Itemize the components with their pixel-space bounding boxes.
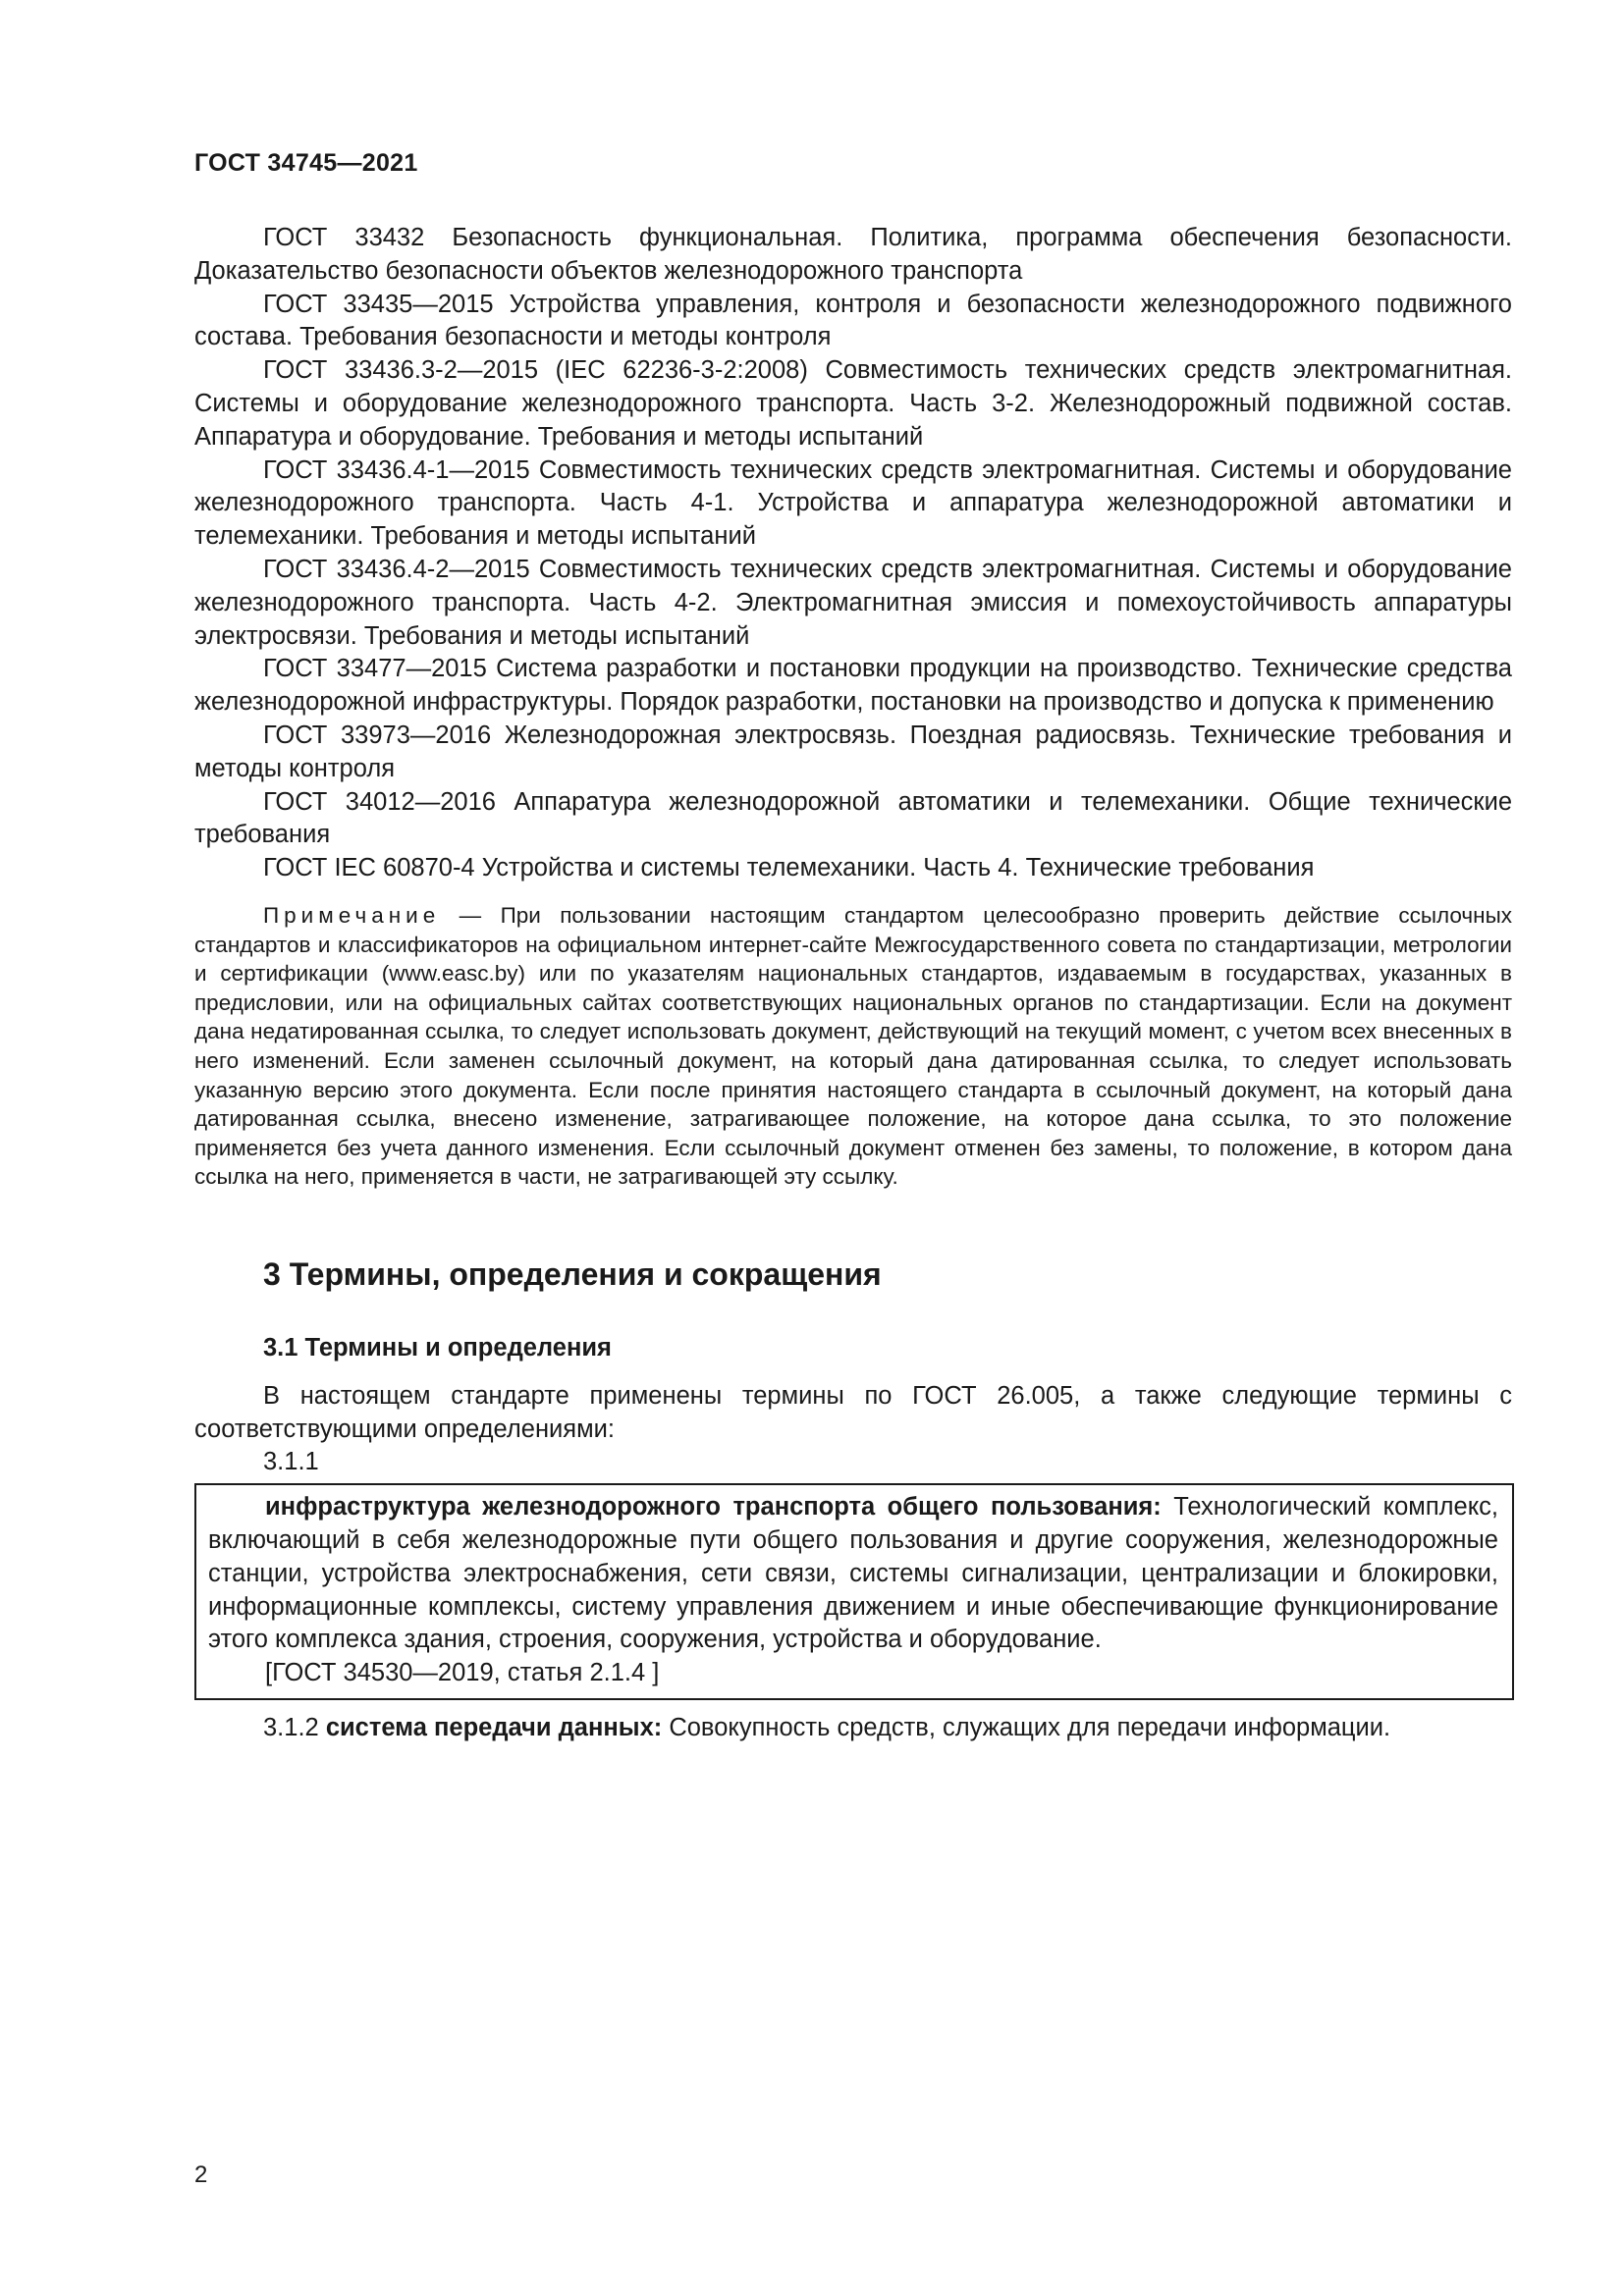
note-text: При пользовании настоящим стандартом целесообразно проверить действие ссылочных стандартов и классификаторов на официальном интернет-сайте Межгосударственного совета по стандартизации, метрологии и сертификации (www.easc.by) или по указателям национальных стандартов, издаваемым в государствах, указанных в предисловии, или на официальных сайтах соответствующих национальных органов по стандартизации. Если на документ дана недатированная ссылка, то следует использовать документ, действующий на текущий момент, с учетом всех внесенных в него изменений. Если заменен ссылочный документ, на который дана датированная ссылка, то следует использовать указанную версию этого документа. Если после принятия настоящего стандарта в ссылочный документ, на который дана датированная ссылка, внесено изменение, затрагивающее положение, на которое дана ссылка, то это положение применяется без учета данного изменения. Если ссылочный документ отменен без замены, то положение, в котором дана ссылка на него, применяется в части, не затрагивающей эту ссылку. [194, 902, 1512, 1190]
reference-item: ГОСТ 33436.4-1—2015 Совместимость технических средств электромагнитная. Системы и оборудование железнодорожного транспорта. Часть 4-1. Устройства и аппаратура железнодорожной автоматики и телемеханики. Требования и методы испытаний [194, 455, 1512, 551]
section-title: 3 Термины, определения и сокращения [263, 1255, 882, 1292]
term-source: [ГОСТ 34530—2019, статья 2.1.4 ] [265, 1659, 660, 1687]
term-definition [194, 1712, 1512, 1745]
reference-item: ГОСТ 33477—2015 Система разработки и постановки продукции на производство. Технические средства железнодорожной инфраструктуры. Порядок разработки, постановки на производство и допуска к применению [194, 655, 1512, 717]
reference-item: ГОСТ 33435—2015 Устройства управления, контроля и безопасности железнодорожного подвижного состава. Требования безопасности и методы контроля [194, 290, 1512, 351]
page-number: 2 [194, 2162, 208, 2188]
term-definition-text: Совокупность средств, служащих для передачи информации. [662, 1714, 1391, 1742]
term-definition-text: Технологический комплекс, включающий в себя железнодорожные пути общего пользования и другие сооружения, железнодорожные станции, устройства электроснабжения, сети связи, системы сигнализации, централизации и блокировки, информационные комплексы, систему управления движением и иные обеспечивающие функционирование этого комплекса здания, строения, сооружения, устройства и оборудование. [208, 1493, 1498, 1654]
term-name: инфраструктура железнодорожного транспорта общего пользования: [265, 1493, 1162, 1522]
note [194, 901, 1512, 1192]
term-name: система передачи данных: [325, 1714, 663, 1742]
document-header: ГОСТ 34745—2021 [194, 149, 418, 177]
reference-item: ГОСТ IEC 60870-4 Устройства и системы телемеханики. Часть 4. Технические требования [263, 854, 1315, 882]
reference-item: ГОСТ 33436.3-2—2015 (IEC 62236-3-2:2008) Совместимость технических средств электромагнитная. Системы и оборудование железнодорожного транспорта. Часть 3-2. Железнодорожный подвижной состав. Аппаратура и оборудование. Требования и методы испытаний [194, 356, 1512, 451]
note-label: Примечание [263, 902, 441, 928]
reference-item: ГОСТ 33973—2016 Железнодорожная электросвязь. Поездная радиосвязь. Технические требования и методы контроля [194, 721, 1512, 782]
page-content [194, 222, 1512, 1745]
term-number: 3.1.2 [263, 1714, 319, 1742]
term-definition-box [194, 1483, 1514, 1700]
terms-intro: В настоящем стандарте применены термины по ГОСТ 26.005, а также следующие термины с соответствующими определениями: [194, 1381, 1512, 1443]
reference-item: ГОСТ 33436.4-2—2015 Совместимость технических средств электромагнитная. Системы и оборудование железнодорожного транспорта. Часть 4-2. Электромагнитная эмиссия и помехоустойчивость аппаратуры электросвязи. Требования и методы испытаний [194, 555, 1512, 650]
term-definition [208, 1491, 1498, 1657]
subsection-title: 3.1 Термины и определения [263, 1333, 612, 1362]
reference-item: ГОСТ 33432 Безопасность функциональная. Политика, программа обеспечения безопасности. Доказательство безопасности объектов железнодорожного транспорта [194, 224, 1512, 285]
reference-item: ГОСТ 34012—2016 Аппаратура железнодорожной автоматики и телемеханики. Общие технические требования [194, 787, 1512, 849]
note-dash: — [440, 902, 501, 928]
term-number: 3.1.1 [263, 1448, 319, 1476]
